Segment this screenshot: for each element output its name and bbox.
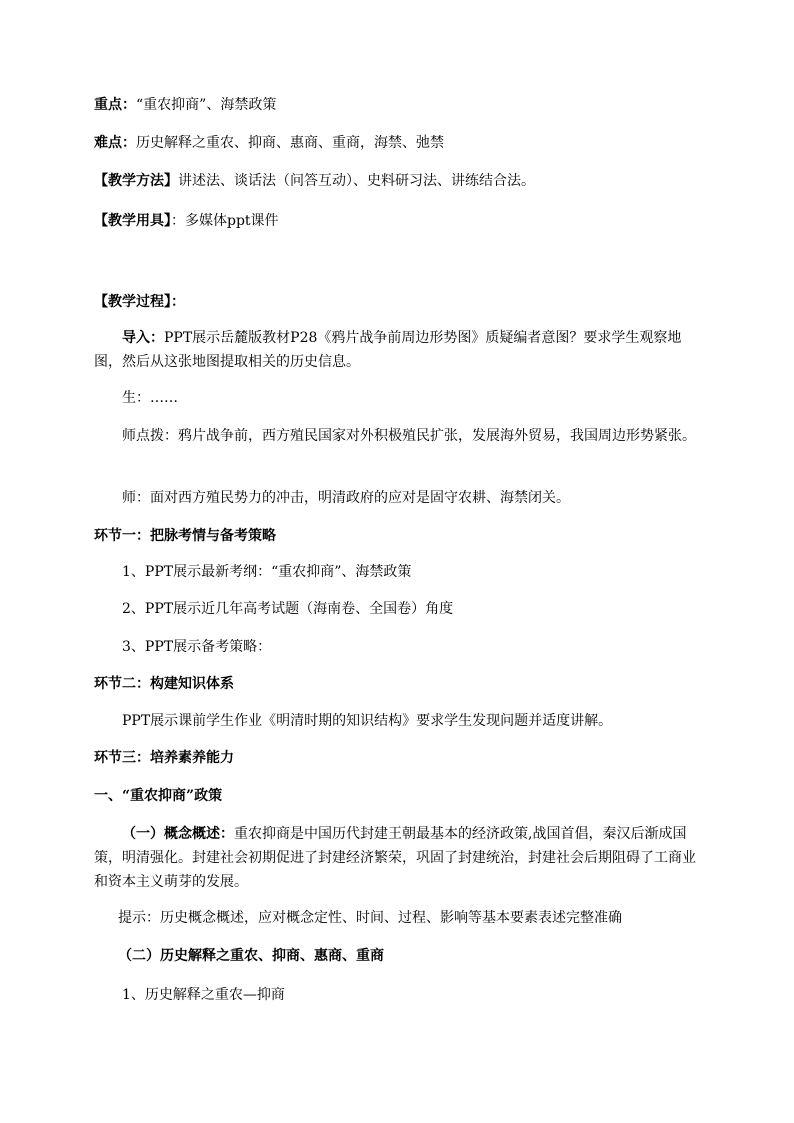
section1-item-2-text: 2、PPT展示近几年高考试题（海南卷、全国卷）角度 [122,601,454,617]
teacher-line [122,486,706,510]
section1-title-text: 环节一：把脉考情与备考策略 [94,528,276,544]
difficulty-label: 难点： [94,135,136,151]
difficulty-text: 历史解释之重农、抑商、惠商、重商，海禁、弛禁 [136,135,444,151]
sub2-item-1 [122,983,706,1007]
difficulty-line [94,131,706,155]
concept-paragraph [94,822,706,894]
key-point-text: “重农抑商”、海禁政策 [136,97,277,113]
section3-title-text: 环节三：培养素养能力 [94,750,234,766]
section2-title-text: 环节二：构建知识体系 [94,676,234,692]
key-point-line [94,93,706,117]
teaching-method-label: 【教学方法】 [94,173,178,189]
section2-title [94,672,706,696]
intro-paragraph [94,326,706,374]
teaching-tools-line [94,209,706,233]
teacher-text: 师：面对西方殖民势力的冲击，明清政府的应对是固守农耕、海禁闭关。 [122,490,570,506]
section2-text: PPT展示课前学生作业《明清时期的知识结构》要求学生发现问题并适度讲解。 [122,713,613,729]
teaching-method-text: 讲述法、谈话法（问答互动）、史料研习法、讲练结合法。 [178,173,535,189]
teaching-process-heading [94,290,706,314]
key-point-label: 重点： [94,97,136,113]
sub2-title-text: （二）历史解释之重农、抑商、惠商、重商 [118,948,384,964]
section1-item-1 [122,560,706,584]
sub2-item-1-text: 1、历史解释之重农—抑商 [122,987,285,1003]
teacher-point-text: 师点拨：鸦片战争前，西方殖民国家对外积极殖民扩张，发展海外贸易，我国周边形势紧张。 [122,428,696,444]
sub2-title [118,944,708,968]
section2-text-line [122,709,706,733]
intro-text: PPT展示岳麓版教材P28《鸦片战争前周边形势图》质疑编者意图？要求学生观察地图，然后从这张地图提取相关的历史信息。 [94,330,682,370]
teaching-method-line [94,169,706,193]
section1-item-3 [122,635,706,659]
policy1-title-text: 一、“重农抑商”政策 [94,788,223,804]
concept-text: 重农抑商是中国历代封建王朝最基本的经济政策,战国首倡，秦汉后渐成国策，明清强化。封建社会初期促进了封建经济繁荣，巩固了封建统治，封建社会后期阻碍了工商业和资本主义萌芽的发展。 [94,826,696,890]
section1-item-3-text: 3、PPT展示备考策略： [122,639,272,655]
section1-title [94,524,706,548]
hint-text: 提示：历史概念概述，应对概念定性、时间、过程、影响等基本要素表述完整准确 [118,910,622,926]
student-text: 生：…… [122,390,178,406]
concept-label: （一）概念概述： [122,826,234,842]
student-line [122,386,706,410]
section1-item-2 [122,597,706,621]
section1-item-1-text: 1、PPT展示最新考纲：“重农抑商”、海禁政策 [122,564,412,580]
section3-title [94,746,706,770]
teaching-tools-label: 【教学用具】 [94,213,171,229]
teaching-tools-text: ：多媒体ppt课件 [171,213,279,229]
teacher-point-paragraph [94,424,706,472]
teaching-process-label: 【教学过程】： [94,294,185,310]
intro-label: 导入： [122,330,164,346]
hint-line [118,906,708,930]
policy1-title [94,784,706,808]
